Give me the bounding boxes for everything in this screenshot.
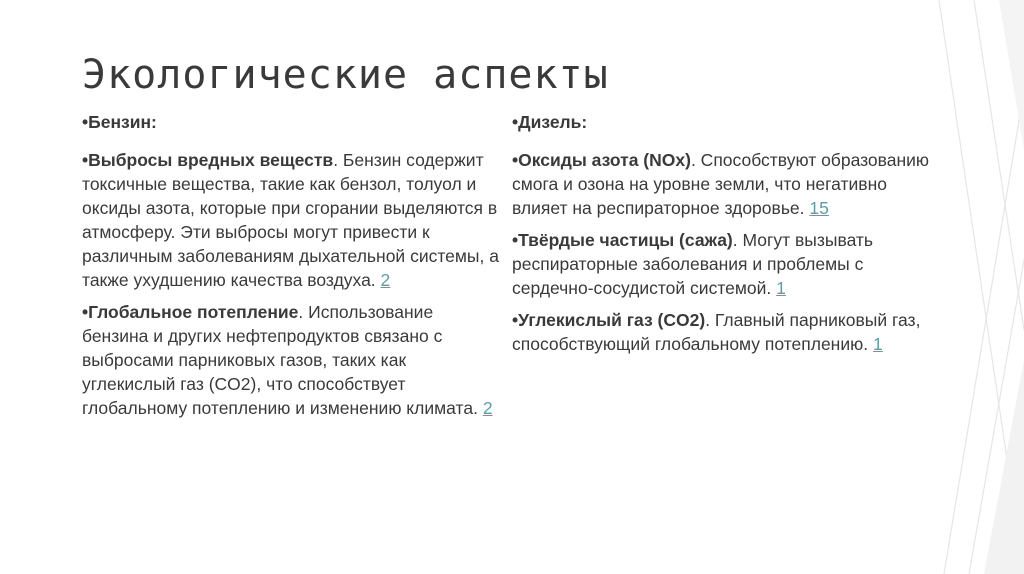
- diesel-heading: •Дизель:: [512, 112, 588, 132]
- list-item: [512, 148, 932, 220]
- reference-link[interactable]: 2: [482, 398, 493, 418]
- list-item: [512, 308, 932, 356]
- slide-title: Экологические аспекты: [82, 52, 609, 98]
- list-item: [82, 148, 502, 292]
- item-term: •Выбросы вредных веществ: [82, 150, 334, 170]
- reference-link[interactable]: 15: [809, 198, 829, 218]
- item-text: . Использование бензина и других нефтепродуктов связано с выбросами парниковых газов, таких как углекислый газ (CO2), что способствует глобальному потеплению и изменению климата.: [82, 302, 478, 418]
- reference-link[interactable]: 2: [380, 270, 391, 290]
- gasoline-column: [82, 110, 502, 428]
- item-term: •Глобальное потепление: [82, 302, 299, 322]
- item-text: . Бензин содержит токсичные вещества, такие как бензол, толуол и оксиды азота, которые при сгорании выделяются в атмосферу. Эти выбросы могут привести к различным заболеваниям дыхательной системы, а также ухудшению качества воздуха.: [82, 150, 499, 290]
- gasoline-heading: •Бензин:: [82, 112, 157, 132]
- reference-link[interactable]: 1: [776, 278, 786, 298]
- item-term: •Оксиды азота (NOx): [512, 150, 691, 170]
- list-item: [82, 300, 502, 420]
- item-term: •Углекислый газ (CO2): [512, 310, 706, 330]
- item-text: . Способствуют образованию смога и озона на уровне земли, что негативно влияет на респираторное здоровье.: [512, 150, 930, 218]
- reference-link[interactable]: 1: [873, 334, 883, 354]
- item-text: . Могут вызывать респираторные заболевания и проблемы с сердечно-сосудистой системой.: [512, 230, 874, 298]
- list-item: [512, 228, 932, 300]
- item-text: . Главный парниковый газ, способствующий глобальному потеплению.: [512, 310, 921, 354]
- diesel-column: [512, 110, 932, 364]
- item-term: •Твёрдые частицы (сажа): [512, 230, 733, 250]
